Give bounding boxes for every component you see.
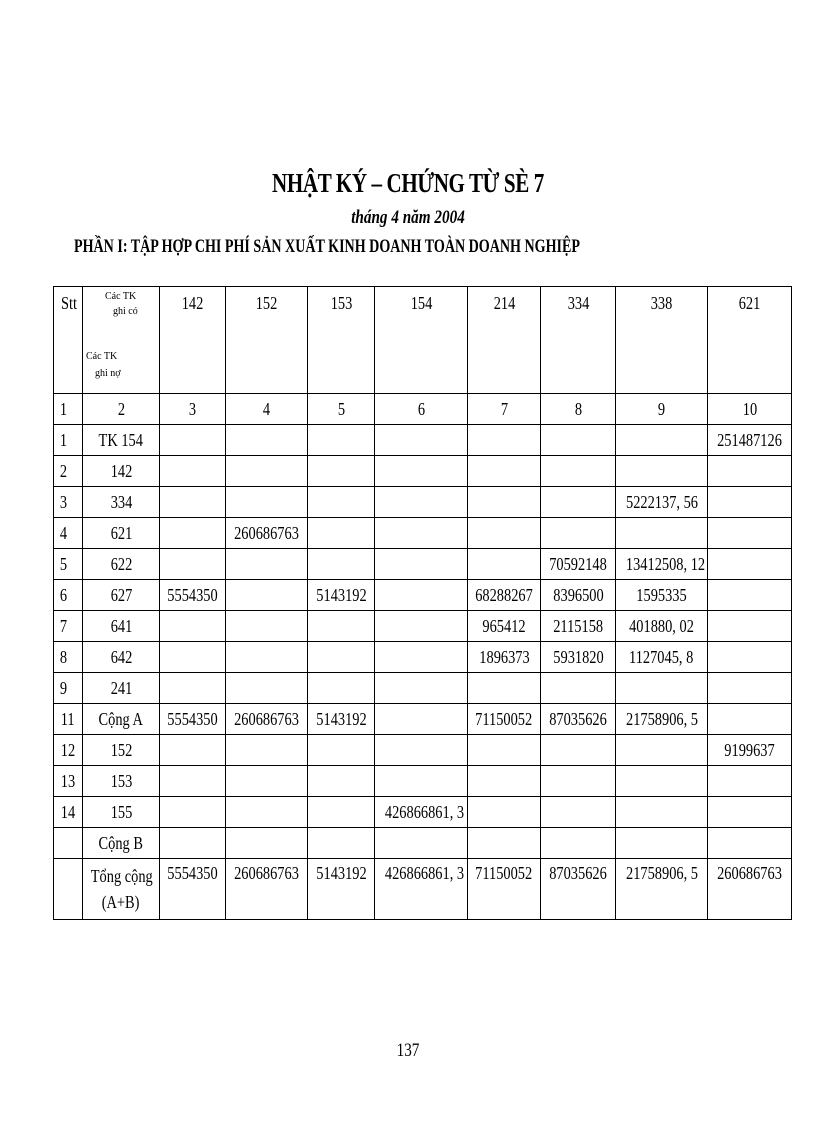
table-cell: 260686763 [226, 704, 308, 735]
table-cell [226, 456, 308, 487]
table-cell [375, 828, 468, 859]
table-cell [375, 704, 468, 735]
total-cell: 426866861, 3 [375, 859, 468, 920]
table-cell [468, 766, 541, 797]
row-label: 142 [83, 456, 160, 487]
total-label-line-2: (A+B) [102, 892, 140, 912]
column-number: 7 [468, 394, 541, 425]
total-label [83, 859, 160, 920]
table-cell [708, 549, 792, 580]
table-cell: 401880, 02 [616, 611, 708, 642]
table-cell [541, 797, 616, 828]
table-cell: 5143192 [308, 704, 375, 735]
table-cell [308, 549, 375, 580]
table-cell [375, 611, 468, 642]
table-cell [708, 518, 792, 549]
table-cell [468, 797, 541, 828]
table-cell [308, 487, 375, 518]
table-cell: 5931820 [541, 642, 616, 673]
table-cell [308, 611, 375, 642]
table-row [54, 580, 792, 611]
row-label: 622 [83, 549, 160, 580]
row-label: TK 154 [83, 425, 160, 456]
row-stt: 5 [54, 549, 83, 580]
header-row [54, 287, 792, 394]
table-cell [160, 487, 226, 518]
table-cell [160, 766, 226, 797]
table-cell [616, 766, 708, 797]
table-cell [616, 518, 708, 549]
table-cell [541, 828, 616, 859]
row-stt: 13 [54, 766, 83, 797]
table-cell [541, 487, 616, 518]
table-cell [375, 456, 468, 487]
table-row [54, 673, 792, 704]
table-cell: 68288267 [468, 580, 541, 611]
table-row [54, 549, 792, 580]
stt-header: Stt [54, 287, 83, 394]
table-cell [308, 766, 375, 797]
table-cell [468, 456, 541, 487]
row-stt: 9 [54, 673, 83, 704]
table-cell [308, 797, 375, 828]
table-cell [708, 797, 792, 828]
table-cell [375, 766, 468, 797]
table-cell [375, 673, 468, 704]
corner-cell [83, 287, 160, 394]
table-cell [226, 611, 308, 642]
account-header-214: 214 [468, 287, 541, 394]
total-cell: 5143192 [308, 859, 375, 920]
row-label: Cộng A [83, 704, 160, 735]
column-number: 9 [616, 394, 708, 425]
row-label: 241 [83, 673, 160, 704]
table-cell: 251487126 [708, 425, 792, 456]
table-cell [541, 518, 616, 549]
account-header-338: 338 [616, 287, 708, 394]
table-cell [375, 487, 468, 518]
account-header-621: 621 [708, 287, 792, 394]
column-number: 6 [375, 394, 468, 425]
corner-debit-label-1: Các TK [86, 351, 118, 362]
table-cell [468, 425, 541, 456]
total-cell: 260686763 [708, 859, 792, 920]
table-cell [226, 735, 308, 766]
table-cell: 87035626 [541, 704, 616, 735]
row-label: 155 [83, 797, 160, 828]
column-number: 5 [308, 394, 375, 425]
row-stt [54, 828, 83, 859]
document-title: NHẬT KÝ – CHỨNG TỪ SÈ 7 [272, 168, 544, 198]
row-label: 641 [83, 611, 160, 642]
row-stt: 11 [54, 704, 83, 735]
table-cell [226, 487, 308, 518]
table-cell [468, 735, 541, 766]
table-cell: 2115158 [541, 611, 616, 642]
column-number-row [54, 394, 792, 425]
table-cell [708, 766, 792, 797]
corner-credit-label-2: ghi có [113, 306, 138, 317]
table-row [54, 642, 792, 673]
table-cell [160, 828, 226, 859]
table-cell [160, 797, 226, 828]
column-number: 2 [83, 394, 160, 425]
row-stt: 2 [54, 456, 83, 487]
row-stt: 6 [54, 580, 83, 611]
account-header-142: 142 [160, 287, 226, 394]
table-cell [226, 642, 308, 673]
table-cell: 5143192 [308, 580, 375, 611]
table-cell [616, 828, 708, 859]
table-cell [616, 456, 708, 487]
table-cell: 13412508, 12 [616, 549, 708, 580]
total-cell: 87035626 [541, 859, 616, 920]
table-cell [468, 828, 541, 859]
table-row [54, 704, 792, 735]
table-cell [226, 766, 308, 797]
table-cell: 5554350 [160, 580, 226, 611]
table-cell [708, 704, 792, 735]
table-cell: 9199637 [708, 735, 792, 766]
table-cell [616, 735, 708, 766]
table-cell: 8396500 [541, 580, 616, 611]
page-number: 137 [396, 1040, 420, 1061]
column-number: 8 [541, 394, 616, 425]
account-header-334: 334 [541, 287, 616, 394]
table-cell [468, 673, 541, 704]
table-cell: 21758906, 5 [616, 704, 708, 735]
row-stt: 12 [54, 735, 83, 766]
table-cell [160, 518, 226, 549]
table-cell [708, 673, 792, 704]
table-cell [308, 425, 375, 456]
table-cell [308, 518, 375, 549]
table-row [54, 456, 792, 487]
table-row [54, 828, 792, 859]
table-cell [226, 580, 308, 611]
table-row [54, 797, 792, 828]
table-cell [308, 642, 375, 673]
table-cell [541, 456, 616, 487]
table-cell [468, 549, 541, 580]
document-subtitle: tháng 4 năm 2004 [351, 207, 465, 228]
table-cell [226, 673, 308, 704]
row-stt: 3 [54, 487, 83, 518]
table-cell [468, 518, 541, 549]
table-cell: 965412 [468, 611, 541, 642]
journal-table [53, 286, 792, 920]
table-cell [160, 735, 226, 766]
table-cell: 70592148 [541, 549, 616, 580]
total-cell: 71150052 [468, 859, 541, 920]
total-row [54, 859, 792, 920]
table-row [54, 487, 792, 518]
table-cell [708, 828, 792, 859]
table-cell: 260686763 [226, 518, 308, 549]
section-heading: PHẦN I: TẬP HỢP CHI PHÍ SẢN XUẤT KINH DOANH TOÀN DOANH NGHIỆP [74, 236, 580, 257]
row-stt: 7 [54, 611, 83, 642]
total-cell: 260686763 [226, 859, 308, 920]
table-cell [616, 425, 708, 456]
table-row [54, 425, 792, 456]
row-label: 153 [83, 766, 160, 797]
table-cell [308, 456, 375, 487]
table-cell [160, 425, 226, 456]
table-row [54, 735, 792, 766]
table-cell [308, 828, 375, 859]
row-label: 621 [83, 518, 160, 549]
row-label: 642 [83, 642, 160, 673]
table-cell [708, 487, 792, 518]
table-cell [541, 673, 616, 704]
table-cell [375, 642, 468, 673]
table-cell: 426866861, 3 [375, 797, 468, 828]
table-cell [375, 518, 468, 549]
corner-debit-label-2: ghi nợ [95, 368, 121, 379]
table-cell [308, 673, 375, 704]
row-stt: 1 [54, 425, 83, 456]
row-label: 334 [83, 487, 160, 518]
table-row [54, 766, 792, 797]
row-label: 152 [83, 735, 160, 766]
column-number: 4 [226, 394, 308, 425]
column-number: 1 [54, 394, 83, 425]
row-label: 627 [83, 580, 160, 611]
table-cell [226, 425, 308, 456]
column-number: 10 [708, 394, 792, 425]
corner-credit-label-1: Các TK [105, 291, 137, 302]
row-stt: 8 [54, 642, 83, 673]
account-header-152: 152 [226, 287, 308, 394]
table-cell: 5222137, 56 [616, 487, 708, 518]
table-cell [468, 487, 541, 518]
table-row [54, 611, 792, 642]
table-cell [541, 425, 616, 456]
account-header-153: 153 [308, 287, 375, 394]
table-cell [708, 456, 792, 487]
account-header-154: 154 [375, 287, 468, 394]
table-cell [375, 735, 468, 766]
table-cell [160, 642, 226, 673]
table-cell [226, 549, 308, 580]
table-cell [708, 580, 792, 611]
total-cell: 5554350 [160, 859, 226, 920]
table-cell [226, 828, 308, 859]
table-cell [160, 456, 226, 487]
total-label-line-1: Tổng cộng [90, 866, 153, 886]
table-cell [616, 673, 708, 704]
table-cell [708, 642, 792, 673]
table-cell [226, 797, 308, 828]
table-cell [541, 735, 616, 766]
total-cell: 21758906, 5 [616, 859, 708, 920]
column-number: 3 [160, 394, 226, 425]
total-stt [54, 859, 83, 920]
row-stt: 4 [54, 518, 83, 549]
table-cell [375, 580, 468, 611]
table-cell [375, 425, 468, 456]
table-cell: 1896373 [468, 642, 541, 673]
table-cell: 71150052 [468, 704, 541, 735]
table-cell [616, 797, 708, 828]
table-cell [541, 766, 616, 797]
table-cell [160, 549, 226, 580]
table-cell [708, 611, 792, 642]
table-cell [160, 673, 226, 704]
table-row [54, 518, 792, 549]
row-label: Cộng B [83, 828, 160, 859]
table-cell: 1127045, 8 [616, 642, 708, 673]
row-stt: 14 [54, 797, 83, 828]
table-cell [160, 611, 226, 642]
table-cell [375, 549, 468, 580]
table-cell: 5554350 [160, 704, 226, 735]
table-cell [308, 735, 375, 766]
table-cell: 1595335 [616, 580, 708, 611]
